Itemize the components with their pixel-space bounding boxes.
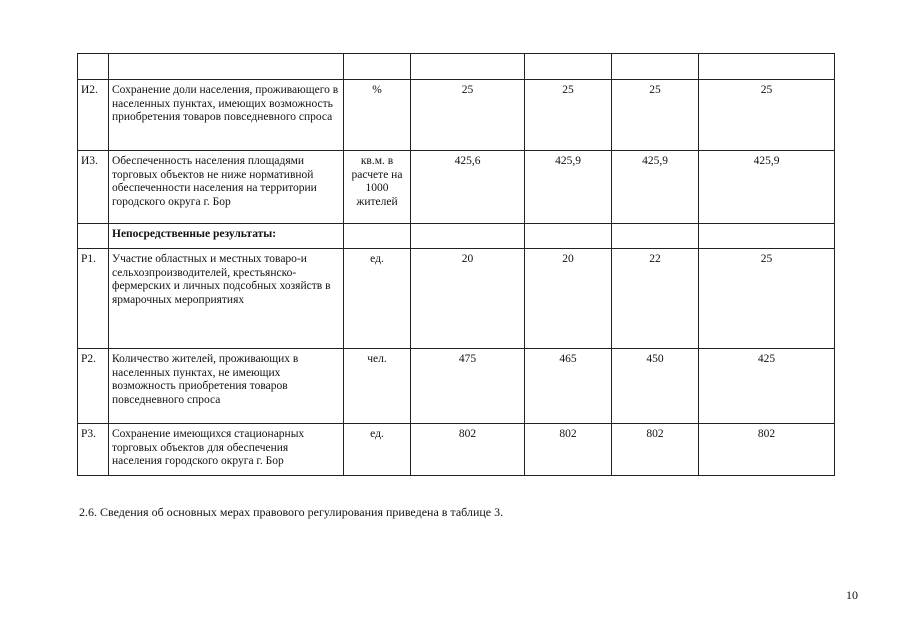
row-code: [78, 224, 109, 249]
row-value-3: 425,9: [612, 151, 699, 224]
row-name: [109, 54, 344, 80]
row-value-3: 25: [612, 80, 699, 151]
row-unit: ед.: [344, 249, 411, 349]
row-unit: кв.м. в расчете на 1000 жителей: [344, 151, 411, 224]
row-value-2: 425,9: [525, 151, 612, 224]
section-heading: Непосредственные результаты:: [109, 224, 344, 249]
row-unit: [344, 54, 411, 80]
indicators-table: [77, 53, 835, 476]
row-name: Участие областных и местных товаро-и сельхозпроизводителей, крестьянско-фермерских и личных подсобных хозяйств в ярмарочных мероприятиях: [109, 249, 344, 349]
row-value-4: 25: [699, 80, 835, 151]
row-value-4: 25: [699, 249, 835, 349]
row-value-4: [699, 224, 835, 249]
row-value-1: [411, 224, 525, 249]
row-value-2: 802: [525, 424, 612, 476]
row-name: Обеспеченность населения площадями торговых объектов не ниже нормативной обеспеченности населения на территории городского округа г. Бор: [109, 151, 344, 224]
row-value-3: 802: [612, 424, 699, 476]
row-value-4: 425,9: [699, 151, 835, 224]
row-value-1: 25: [411, 80, 525, 151]
row-code: И3.: [78, 151, 109, 224]
row-value-2: 20: [525, 249, 612, 349]
row-unit: ед.: [344, 424, 411, 476]
row-code: [78, 54, 109, 80]
row-value-4: 425: [699, 349, 835, 424]
row-unit: %: [344, 80, 411, 151]
row-value-1: [411, 54, 525, 80]
row-value-1: 802: [411, 424, 525, 476]
row-value-3: 450: [612, 349, 699, 424]
row-value-3: [612, 54, 699, 80]
row-value-2: 465: [525, 349, 612, 424]
table-row: [78, 424, 835, 476]
table-row: [78, 249, 835, 349]
table-row: [78, 80, 835, 151]
row-code: Р1.: [78, 249, 109, 349]
row-value-4: [699, 54, 835, 80]
row-code: И2.: [78, 80, 109, 151]
table-row: [78, 349, 835, 424]
page-number: 10: [846, 588, 858, 602]
row-value-2: [525, 54, 612, 80]
row-value-3: 22: [612, 249, 699, 349]
row-name: Сохранение доли населения, проживающего в населенных пунктах, имеющих возможность приобретения товаров повседневного спроса: [109, 80, 344, 151]
row-value-2: [525, 224, 612, 249]
table-row: [78, 151, 835, 224]
row-value-2: 25: [525, 80, 612, 151]
row-value-1: 475: [411, 349, 525, 424]
row-value-1: 425,6: [411, 151, 525, 224]
row-unit: [344, 224, 411, 249]
table-row: [78, 54, 835, 80]
table-row: [78, 224, 835, 249]
row-name: Количество жителей, проживающих в населенных пунктах, не имеющих возможность приобретения товаров повседневного спроса: [109, 349, 344, 424]
row-code: Р2.: [78, 349, 109, 424]
row-code: Р3.: [78, 424, 109, 476]
row-value-4: 802: [699, 424, 835, 476]
row-unit: чел.: [344, 349, 411, 424]
row-value-1: 20: [411, 249, 525, 349]
row-value-3: [612, 224, 699, 249]
footnote-text: 2.6. Сведения об основных мерах правового регулирования приведена в таблице 3.: [79, 505, 504, 519]
row-name: Сохранение имеющихся стационарных торговых объектов для обеспечения населения городского округа г. Бор: [109, 424, 344, 476]
